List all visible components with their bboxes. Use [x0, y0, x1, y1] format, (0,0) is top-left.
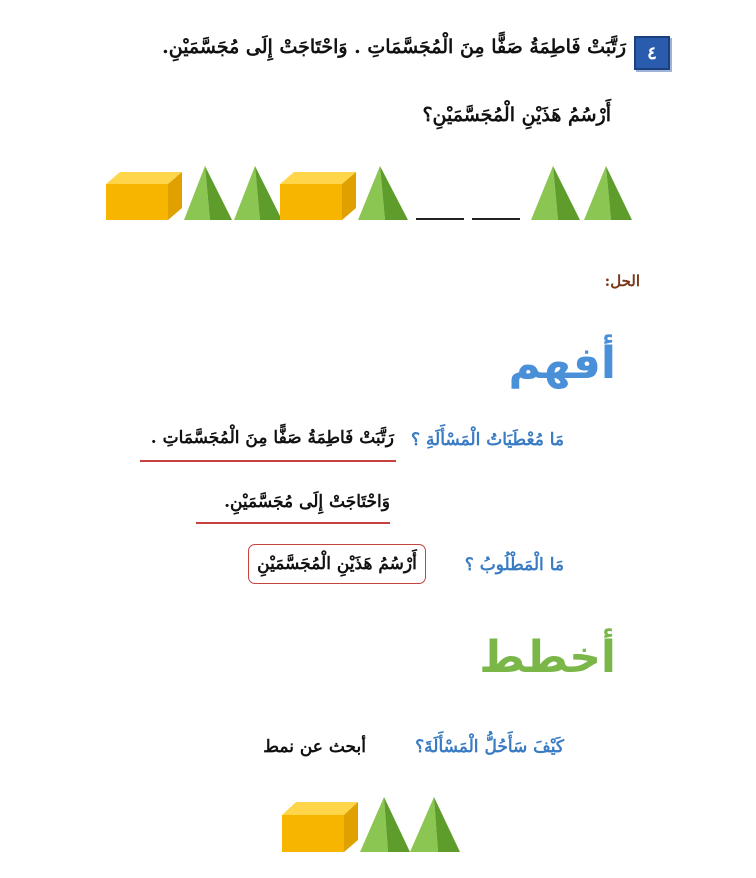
- plan-question: كَيْفَ سَأَحُلُّ الْمَسْأَلَةَ؟: [415, 737, 564, 757]
- plan-heading: أخطط: [479, 632, 616, 683]
- given-answer-line1: رَتَّبَتْ فَاطِمَةُ صَفًّا مِنَ الْمُجَسَّمَاتِ .: [150, 428, 394, 448]
- solution-label: الحل:: [604, 272, 640, 290]
- given-answer-underline: [140, 460, 396, 462]
- understand-heading: أفهم: [508, 338, 616, 389]
- pyramid-shape: [184, 166, 232, 220]
- prism-shape: [106, 172, 182, 220]
- pyramid-shape: [358, 166, 408, 220]
- given-answer-underline: [196, 522, 390, 524]
- problem-statement-line2: أَرْسُمُ هَذَيْنِ الْمُجَسَّمَيْنِ؟: [422, 104, 611, 126]
- answer-blank[interactable]: [472, 218, 520, 220]
- pyramid-shape: [584, 166, 632, 220]
- answer-blank[interactable]: [416, 218, 464, 220]
- pyramid-shape: [410, 797, 460, 852]
- given-answer-line2: وَاحْتَاجَتْ إِلَى مُجَسَّمَيْنِ.: [224, 492, 390, 512]
- required-answer: أَرْسُمُ هَذَيْنِ الْمُجَسَّمَيْنِ: [257, 554, 417, 574]
- problem-statement-line1: رَتَّبَتْ فَاطِمَةُ صَفًّا مِنَ الْمُجَسَّمَاتِ . وَاحْتَاجَتْ إِلَى مُجَسَّمَيْنِ.: [162, 36, 626, 58]
- shape-sequence: [0, 160, 756, 230]
- prism-shape: [282, 802, 358, 852]
- required-answer-box: [248, 544, 426, 584]
- prism-shape: [280, 172, 356, 220]
- pyramid-shape: [531, 166, 580, 220]
- required-question: مَا الْمَطْلُوبُ ؟: [464, 555, 564, 575]
- pyramid-shape: [234, 166, 282, 220]
- pyramid-shape: [360, 797, 410, 852]
- problem-number-badge: ٤: [634, 36, 670, 70]
- plan-strategy: أبحث عن نمط: [263, 737, 366, 757]
- given-question: مَا مُعْطَيَاتُ الْمَسْأَلَةِ ؟: [411, 430, 564, 450]
- pattern-example: [0, 790, 756, 860]
